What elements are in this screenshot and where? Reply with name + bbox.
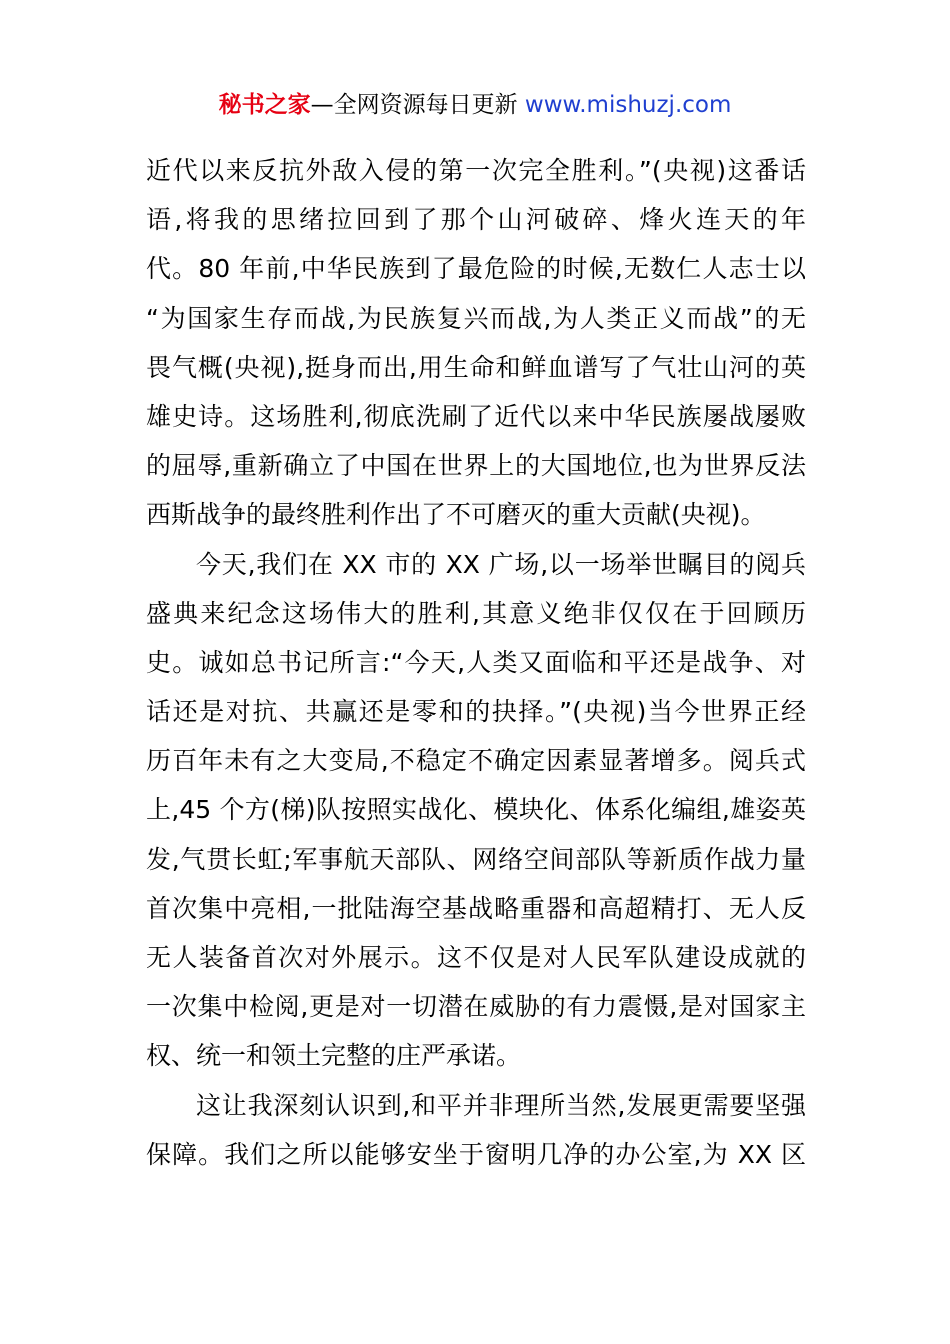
header-site-url[interactable]: www.mishuzj.com [524, 92, 732, 118]
document-body [146, 146, 806, 1179]
paragraph-first-line: 今天,我们在 XX 市的 XX 广场,以一场举世瞩目的阅兵 [196, 549, 806, 579]
text-line: 畏气概(央视),挺身而出,用生命和鲜血谱写了气壮山河的英 [146, 352, 806, 382]
text-line: 历百年未有之大变局,不稳定不确定因素显著增多。阅兵式 [146, 746, 806, 776]
text-line: 史。诚如总书记所言:“今天,人类又面临和平还是战争、对 [146, 647, 806, 677]
text-line: 盛典来纪念这场伟大的胜利,其意义绝非仅仅在于回顾历 [146, 598, 806, 628]
text-line: “为国家生存而战,为民族复兴而战,为人类正义而战”的无 [146, 303, 806, 333]
text-line: 上,45 个方(梯)队按照实战化、模块化、体系化编组,雄姿英 [146, 795, 806, 825]
text-line: 首次集中亮相,一批陆海空基战略重器和高超精打、无人反 [146, 893, 806, 923]
text-line: 权、统一和领土完整的庄严承诺。 [146, 1041, 522, 1071]
header-brand: 秘书之家 [218, 92, 311, 118]
text-line: 西斯战争的最终胜利作出了不可磨灭的重大贡献(央视)。 [146, 500, 766, 530]
text-line: 无人装备首次对外展示。这不仅是对人民军队建设成就的 [146, 943, 806, 972]
text-line: 的屈辱,重新确立了中国在世界上的大国地位,也为世界反法 [146, 451, 806, 481]
text-line: 代。80 年前,中华民族到了最危险的时候,无数仁人志士以 [146, 254, 806, 284]
page-header [0, 88, 950, 122]
text-line: 雄史诗。这场胜利,彻底洗刷了近代以来中华民族屡战屡败 [146, 401, 806, 431]
text-line: 语,将我的思绪拉回到了那个山河破碎、烽火连天的年 [146, 205, 806, 235]
paragraph-first-line: 这让我深刻认识到,和平并非理所当然,发展更需要坚强 [196, 1090, 806, 1120]
header-tagline: —全网资源每日更新 [310, 92, 525, 118]
text-line: 一次集中检阅,更是对一切潜在威胁的有力震慑,是对国家主 [146, 992, 806, 1022]
text-line: 话还是对抗、共赢还是零和的抉择。”(央视)当今世界正经 [146, 697, 806, 727]
text-line: 保障。我们之所以能够安坐于窗明几净的办公室,为 XX 区 [146, 1139, 806, 1169]
text-line: 发,气贯长虹;军事航天部队、网络空间部队等新质作战力量 [146, 844, 806, 874]
text-line: 近代以来反抗外敌入侵的第一次完全胜利。”(央视)这番话 [146, 156, 806, 185]
